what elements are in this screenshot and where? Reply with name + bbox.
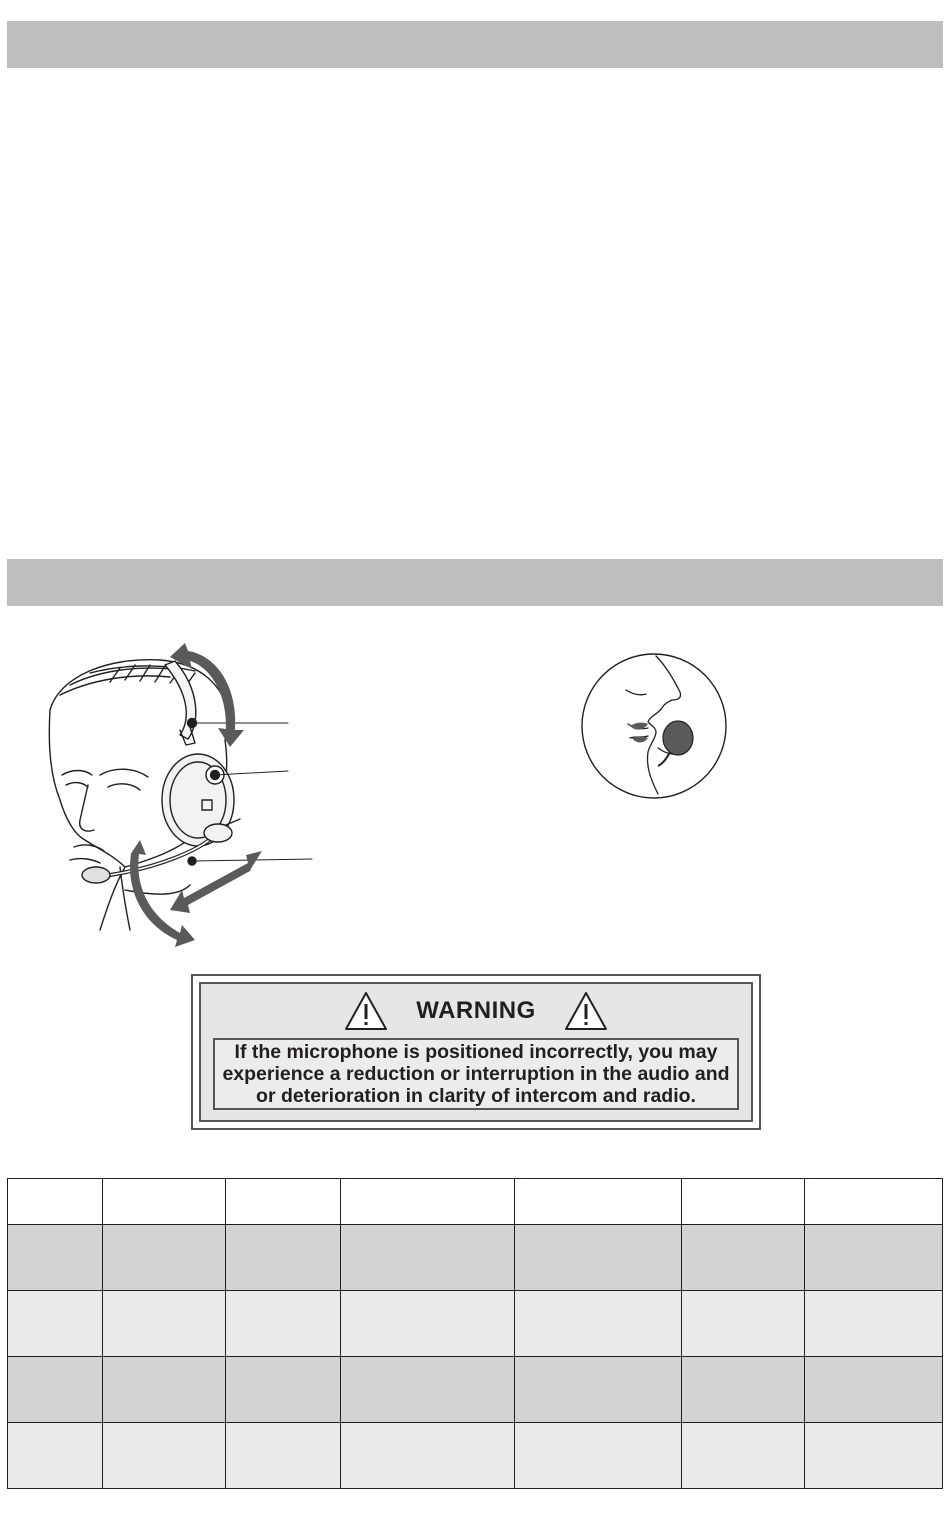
table-header-cell [515,1179,682,1225]
headset-adjustment-illustration [30,635,330,955]
table-cell [103,1357,226,1423]
table-cell [8,1423,103,1489]
table-header-row [8,1179,943,1225]
table-cell [515,1357,682,1423]
table-cell [341,1423,515,1489]
table-header-cell [8,1179,103,1225]
table-cell [682,1423,805,1489]
table-header-cell [226,1179,341,1225]
table-cell [515,1423,682,1489]
table-cell [226,1291,341,1357]
table-cell [341,1291,515,1357]
table-cell [103,1291,226,1357]
table-cell [515,1225,682,1291]
table-cell [341,1225,515,1291]
table-cell [226,1225,341,1291]
table-cell [341,1357,515,1423]
table-cell [805,1423,943,1489]
table-cell [103,1225,226,1291]
warning-header [201,988,751,1034]
table-cell [8,1225,103,1291]
table-header-cell [682,1179,805,1225]
table-cell [226,1423,341,1489]
table-cell [805,1225,943,1291]
table-cell [682,1357,805,1423]
table-cell [515,1291,682,1357]
table-cell [103,1423,226,1489]
warning-message-box [213,1038,739,1110]
table-cell [8,1291,103,1357]
table-cell [226,1357,341,1423]
table-header-cell [103,1179,226,1225]
table-row [8,1291,943,1357]
spec-table [7,1178,943,1489]
table-cell [682,1291,805,1357]
warning-box [191,974,761,1130]
mic-element [82,867,110,883]
warning-title: WARNING [416,997,536,1024]
table-header-cell [341,1179,515,1225]
table-row [8,1423,943,1489]
section-header-band-top [7,21,943,68]
table-row [8,1225,943,1291]
warning-triangle-icon [564,991,608,1031]
table-cell [682,1225,805,1291]
warning-panel [199,982,753,1122]
table-cell [805,1357,943,1423]
mic-position-closeup [578,652,730,800]
table-header-cell [805,1179,943,1225]
table-cell [805,1291,943,1357]
table-row [8,1357,943,1423]
table-cell [8,1357,103,1423]
mic-foam-icon [663,721,693,755]
warning-triangle-icon [344,991,388,1031]
section-header-band-middle [7,559,943,606]
warning-message: If the microphone is positioned incorrectly, you may experience a reduction or interruption in the audio and or deterioration in clarity of intercom and radio. [222,1041,730,1107]
